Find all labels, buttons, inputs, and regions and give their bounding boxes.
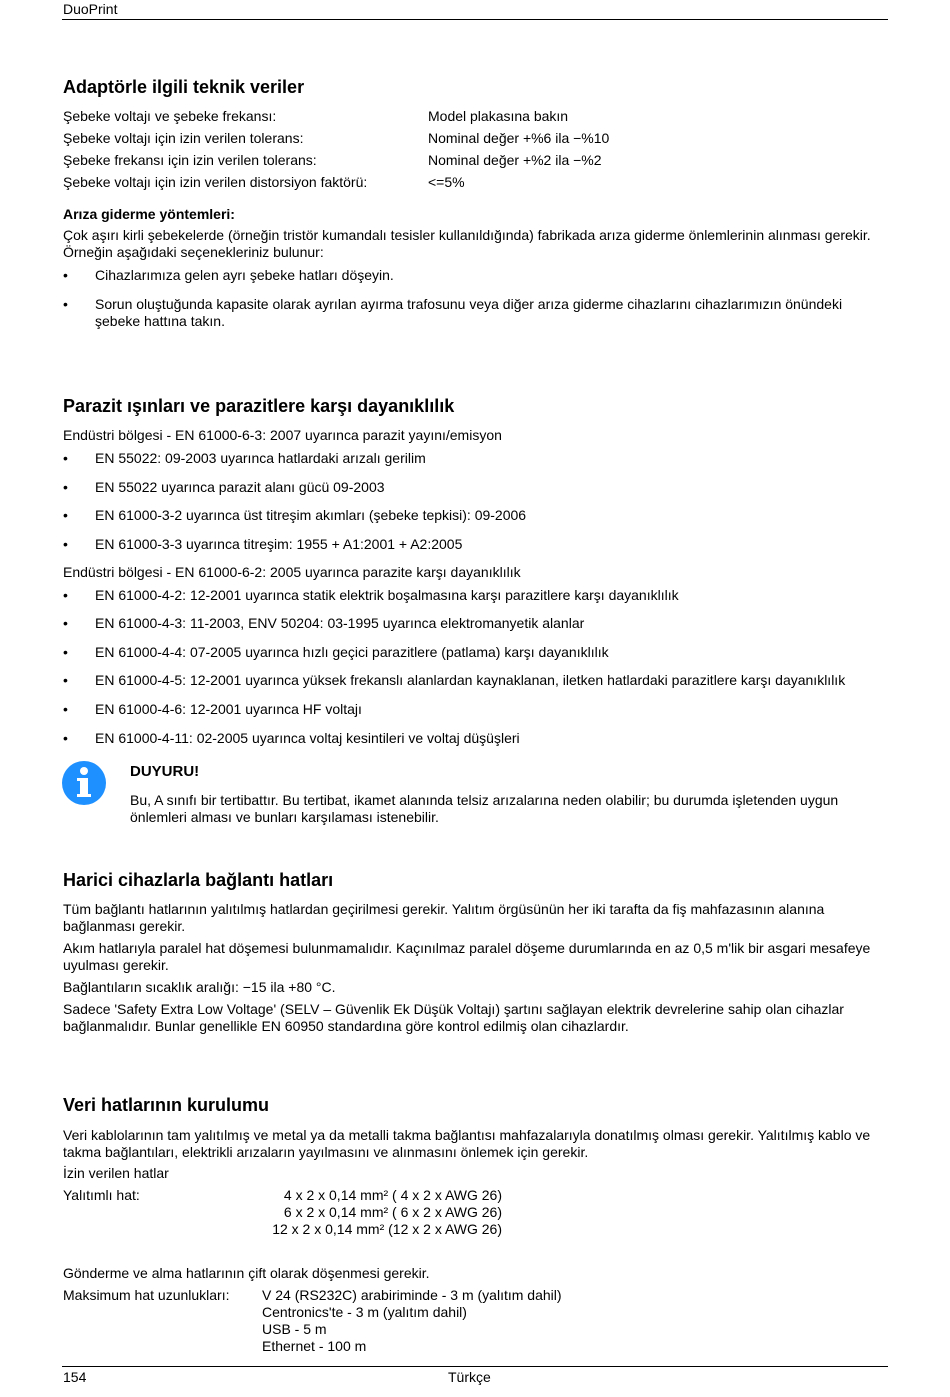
remedy-text: Çok aşırı kirli şebekelerde (örneğin tristör kumandalı tesisler kullanıldığında) fabrikada arıza giderme önlemlerinin alınması gerekir. Örneğin aşağıdaki seçenekleriniz bulunur: <box>63 227 871 260</box>
adapter-row-value: Nominal değer +%2 ila −%2 <box>428 152 602 168</box>
shielded-value: 12 x 2 x 0,14 mm² (12 x 2 x AWG 26) <box>272 1221 502 1237</box>
list-item-text: EN 55022 uyarınca parazit alanı gücü 09-2003 <box>95 479 385 495</box>
list-item-text: EN 55022: 09-2003 uyarınca hatlardaki arızalı gerilim <box>95 450 426 466</box>
emission-intro: Endüstri bölgesi - EN 61000-6-3: 2007 uyarınca parazit yayını/emisyon <box>63 427 502 443</box>
footer-rule <box>62 1366 888 1367</box>
header-title: DuoPrint <box>63 1 118 17</box>
adapter-row-value: Nominal değer +%6 ila −%10 <box>428 130 610 146</box>
list-item-text: EN 61000-4-3: 11-2003, ENV 50204: 03-1995 uyarınca elektromanyetik alanlar <box>95 615 585 631</box>
external-p3: Bağlantıların sıcaklık aralığı: −15 ila +80 °C. <box>63 979 336 995</box>
notice-title: DUYURU! <box>130 763 200 780</box>
bullet-icon: • <box>63 479 68 495</box>
bullet-icon: • <box>63 507 68 523</box>
bullet-icon: • <box>63 587 68 603</box>
adapter-row-label: Şebeke voltajı ve şebeke frekansı: <box>63 108 277 124</box>
header-rule <box>62 19 888 20</box>
bullet-icon: • <box>63 296 68 312</box>
notice-text: Bu, A sınıfı bir tertibattır. Bu tertibat, ikamet alanında telsiz arızalarına neden olabilir; bu durumda işletenden uygun önlemleri alması ve bunları karşılaması istenebilir. <box>130 792 839 825</box>
footer-language: Türkçe <box>448 1369 491 1385</box>
page-number: 154 <box>63 1369 87 1385</box>
bullet-icon: • <box>63 450 68 466</box>
shielded-value: 4 x 2 x 0,14 mm² ( 4 x 2 x AWG 26) <box>283 1187 502 1203</box>
external-heading: Harici cihazlarla bağlantı hatları <box>63 870 334 890</box>
immunity-intro: Endüstri bölgesi - EN 61000-6-2: 2005 uyarınca parazite karşı dayanıklılık <box>63 564 521 580</box>
list-item-text: EN 61000-4-2: 12-2001 uyarınca statik elektrik boşalmasına karşı parazitlere karşı dayanıklılık <box>95 587 679 603</box>
list-item-text: EN 61000-3-2 uyarınca üst titreşim akımları (şebeke tepkisi): 09-2006 <box>95 507 527 523</box>
adapter-row-value: Model plakasına bakın <box>428 108 569 124</box>
allowed-lines: İzin verilen hatlar <box>63 1165 169 1181</box>
data-lines-heading: Veri hatlarının kurulumu <box>63 1095 270 1115</box>
bullet-icon: • <box>63 644 68 660</box>
list-item-text: EN 61000-4-6: 12-2001 uyarınca HF voltajı <box>95 701 362 717</box>
maxlen-label: Maksimum hat uzunlukları: <box>63 1287 230 1303</box>
external-p2: Akım hatlarıyla paralel hat döşemesi bulunmamalıdır. Kaçınılmaz paralel döşeme durumlarında en az 0,5 m'lik bir asgari mesafeye uyulması gerekir. <box>63 940 871 973</box>
bullet-icon: • <box>63 730 68 746</box>
maxlen-values <box>262 1287 562 1355</box>
adapter-row-label: Şebeke frekansı için izin verilen tolerans: <box>63 152 317 168</box>
external-p4: Sadece 'Safety Extra Low Voltage' (SELV – Güvenlik Ek Düşük Voltajı) şartını sağlayan elektrik devrelerine sahip olan cihazlar bağlanmalıdır. Bunlar genellikle EN 60950 standardına göre kontrol edilmiş olan cihazlardır. <box>63 1001 844 1034</box>
bullet-icon: • <box>63 615 68 631</box>
list-item-text: EN 61000-4-5: 12-2001 uyarınca yüksek frekanslı alanlardan kaynaklanan, iletken hatlardaki parazitlere karşı dayanıklılık <box>95 672 846 688</box>
bullet-icon: • <box>63 536 68 552</box>
adapter-heading: Adaptörle ilgili teknik veriler <box>63 77 305 97</box>
shielded-value: 6 x 2 x 0,14 mm² ( 6 x 2 x AWG 26) <box>283 1204 502 1220</box>
list-item-text: Sorun oluştuğunda kapasite olarak ayrılan ayırma trafosunu veya diğer arıza giderme cihazlarını cihazlarımızın önündeki şebeke hattına takın. <box>95 296 843 329</box>
adapter-row-label: Şebeke voltajı için izin verilen distorsiyon faktörü: <box>63 174 368 190</box>
list-item-text: Cihazlarımıza gelen ayrı şebeke hatları döşeyin. <box>95 267 394 283</box>
emc-heading: Parazit ışınları ve parazitlere karşı dayanıklılık <box>63 396 455 416</box>
remedy-heading: Arıza giderme yöntemleri: <box>63 206 235 222</box>
shielded-values <box>262 1187 502 1238</box>
list-item-text: EN 61000-3-3 uyarınca titreşim: 1955 + A1:2001 + A2:2005 <box>95 536 463 552</box>
data-lines-p1: Veri kablolarının tam yalıtılmış ve metal ya da metalli takma bağlantısı mahfazalarıyla donatılmış olması gerekir. Yalıtılmış kablo ve takma bağlantıları, elektrikli arızaların yayılmasını ve alınmasını önlemek için gerekir. <box>63 1127 871 1160</box>
external-p1: Tüm bağlantı hatlarının yalıtılmış hatlardan geçirilmesi gerekir. Yalıtım örgüsünün her iki tarafta da fiş mahfazasının alanına bağlanması gerekir. <box>63 901 825 934</box>
bullet-icon: • <box>63 672 68 688</box>
shielded-label: Yalıtımlı hat: <box>63 1187 140 1203</box>
bullet-icon: • <box>63 267 68 283</box>
twisted-pairs: Gönderme ve alma hatlarının çift olarak döşenmesi gerekir. <box>63 1265 430 1281</box>
maxlen-value: Ethernet - 100 m <box>262 1338 367 1354</box>
bullet-icon: • <box>63 701 68 717</box>
maxlen-value: Centronics'te - 3 m (yalıtım dahil) <box>262 1304 467 1320</box>
info-icon <box>62 761 106 805</box>
list-item-text: EN 61000-4-4: 07-2005 uyarınca hızlı geçici parazitlere (patlama) karşı dayanıklılık <box>95 644 609 660</box>
adapter-row-value: <=5% <box>428 174 465 190</box>
adapter-row-label: Şebeke voltajı için izin verilen tolerans: <box>63 130 304 146</box>
list-item-text: EN 61000-4-11: 02-2005 uyarınca voltaj kesintileri ve voltaj düşüşleri <box>95 730 520 746</box>
maxlen-value: V 24 (RS232C) arabiriminde - 3 m (yalıtım dahil) <box>262 1287 562 1303</box>
maxlen-value: USB - 5 m <box>262 1321 327 1337</box>
